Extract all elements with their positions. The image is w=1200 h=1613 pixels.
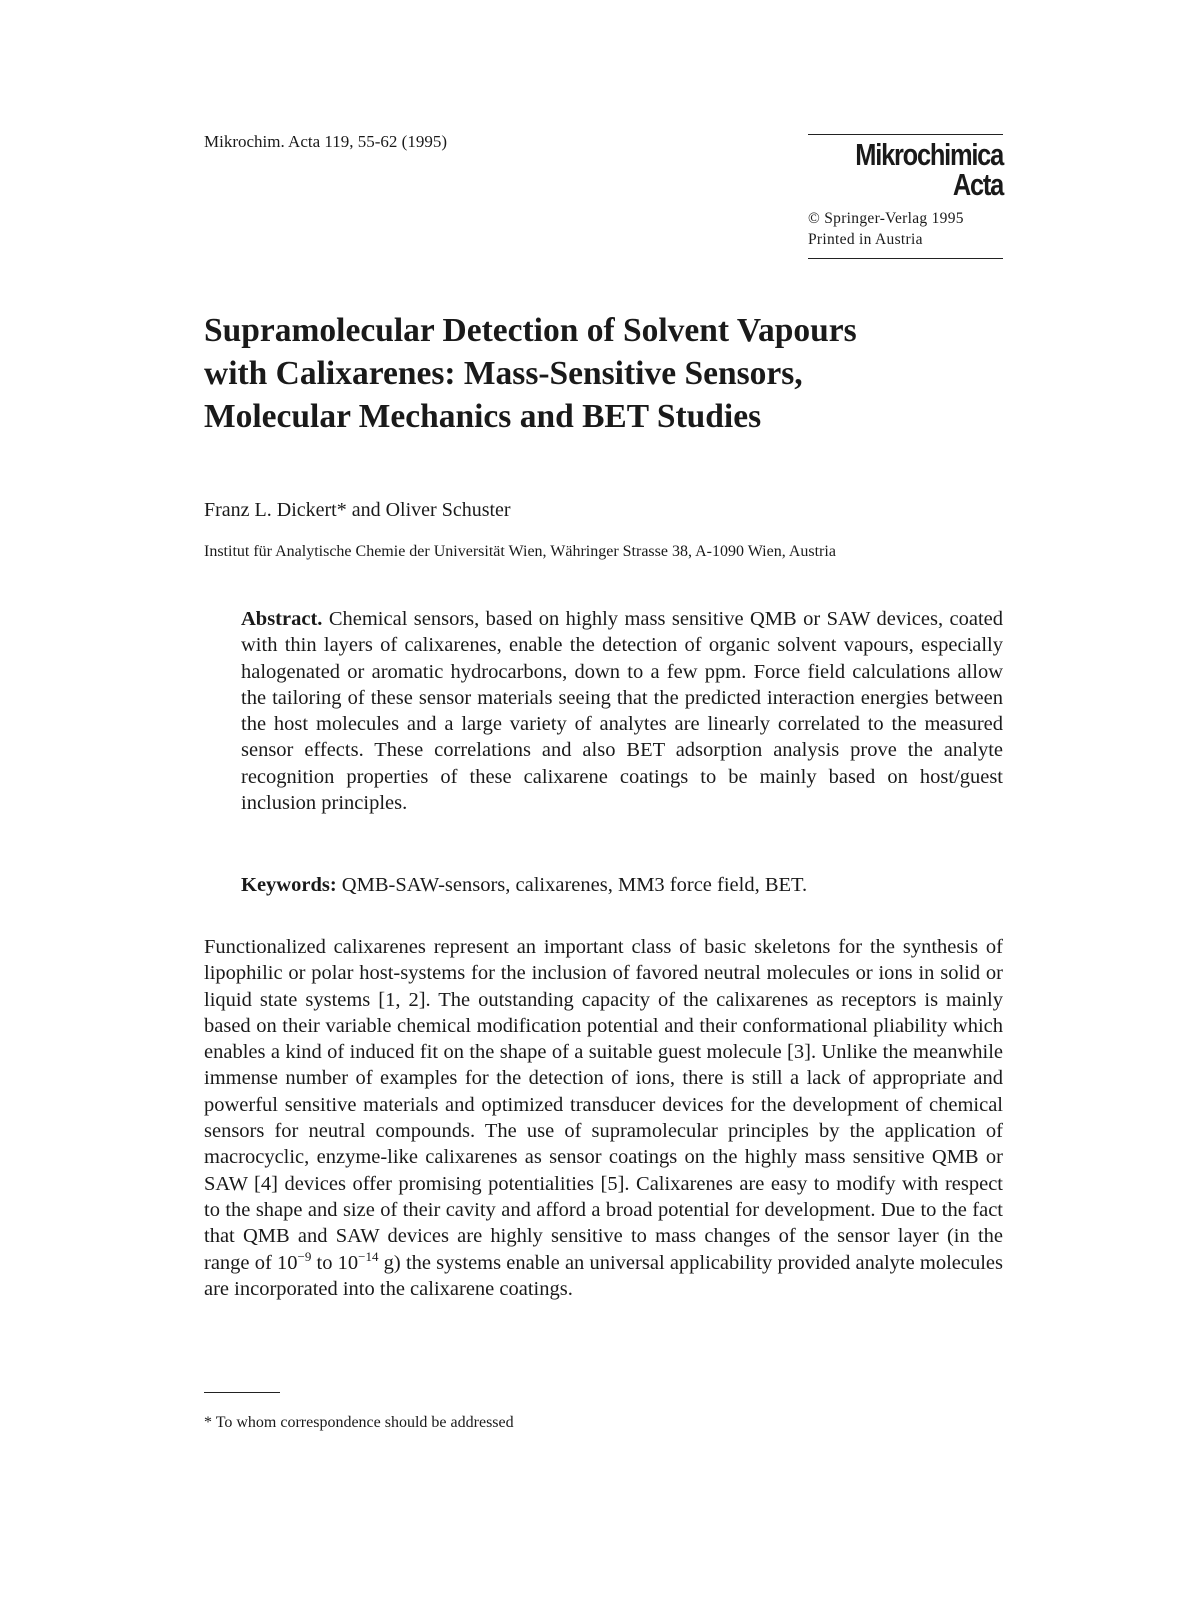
keywords [241, 874, 1003, 897]
body-text-part1: Functionalized calixarenes represent an important class of basic skeletons for the synthesis of lipophilic or polar host-systems for the inclusion of favored neutral molecules or ions in solid or liquid state systems [1, 2]. The outstanding capacity of the calixarenes as receptors is mainly based on their variable chemical modification potential and their conformational pliability which enables a kind of induced fit on the shape of a suitable guest molecule [3]. Unlike the meanwhile immense number of examples for the detection of ions, there is still a lack of appropriate and powerful sensitive materials and optimized transducer devices for the development of chemical sensors for neutral compounds. The use of supramolecular principles by the application of macrocyclic, enzyme-like calixarenes as sensor coatings on the highly mass sensitive QMB or SAW [4] devices offer promising potentialities [5]. Calixarenes are easy to modify with respect to the shape and size of their cavity and afford a broad potential for development. Due to the fact that QMB and SAW devices are highly sensitive to mass changes of the sensor layer (in the range of 10 [204, 936, 1003, 1274]
keywords-label: Keywords: [241, 874, 337, 896]
body-text-part2: to 10 [311, 1251, 359, 1274]
body-exponent-2: −14 [358, 1248, 379, 1264]
footnote-rule [204, 1392, 280, 1393]
authors: Franz L. Dickert* and Oliver Schuster [204, 499, 511, 521]
journal-masthead [808, 134, 1003, 259]
body-exponent-1: −9 [297, 1248, 312, 1264]
body-paragraph [204, 934, 1003, 1302]
abstract [241, 606, 1003, 816]
title-line-3: Molecular Mechanics and BET Studies [204, 398, 762, 435]
keywords-text: QMB-SAW-sensors, calixarenes, MM3 force field, BET. [341, 874, 808, 896]
masthead-bottom-rule [808, 258, 1003, 259]
abstract-text: Chemical sensors, based on highly mass sensitive QMB or SAW devices, coated with thin layers of calixarenes, enable the detection of organic solvent vapours, especially halogenated or aromatic hydrocarbons, down to a few ppm. Force field calculations allow the tailoring of these sensor materials seeing that the predicted interaction energies between the host molecules and a large variety of analytes are linearly correlated to the measured sensor effects. These correlations and also BET adsorption analysis prove the analyte recognition properties of these calixarene coatings to be mainly based on host/guest inclusion principles. [241, 608, 1003, 815]
title-line-1: Supramolecular Detection of Solvent Vapours [204, 312, 857, 349]
article-title [204, 309, 1024, 438]
journal-logo [843, 137, 1003, 202]
masthead-top-rule [808, 134, 1003, 135]
body-text-part3: g) the systems enable an universal applicability provided analyte molecules are incorporated into the calixarene coatings. [204, 1251, 1004, 1300]
abstract-label: Abstract. [241, 608, 323, 630]
title-line-2: with Calixarenes: Mass-Sensitive Sensors, [204, 355, 803, 392]
affiliation: Institut für Analytische Chemie der Universität Wien, Währinger Strasse 38, A-1090 Wien, Austria [204, 543, 836, 560]
journal-logo-line2: Acta [952, 167, 1003, 202]
printed-line: Printed in Austria [808, 231, 923, 248]
publisher-info [808, 208, 1003, 250]
journal-logo-line1: Mikrochimica [855, 137, 1003, 172]
copyright-line: © Springer-Verlag 1995 [808, 210, 964, 227]
footnote: * To whom correspondence should be addressed [204, 1414, 514, 1431]
journal-citation: Mikrochim. Acta 119, 55-62 (1995) [204, 132, 447, 151]
